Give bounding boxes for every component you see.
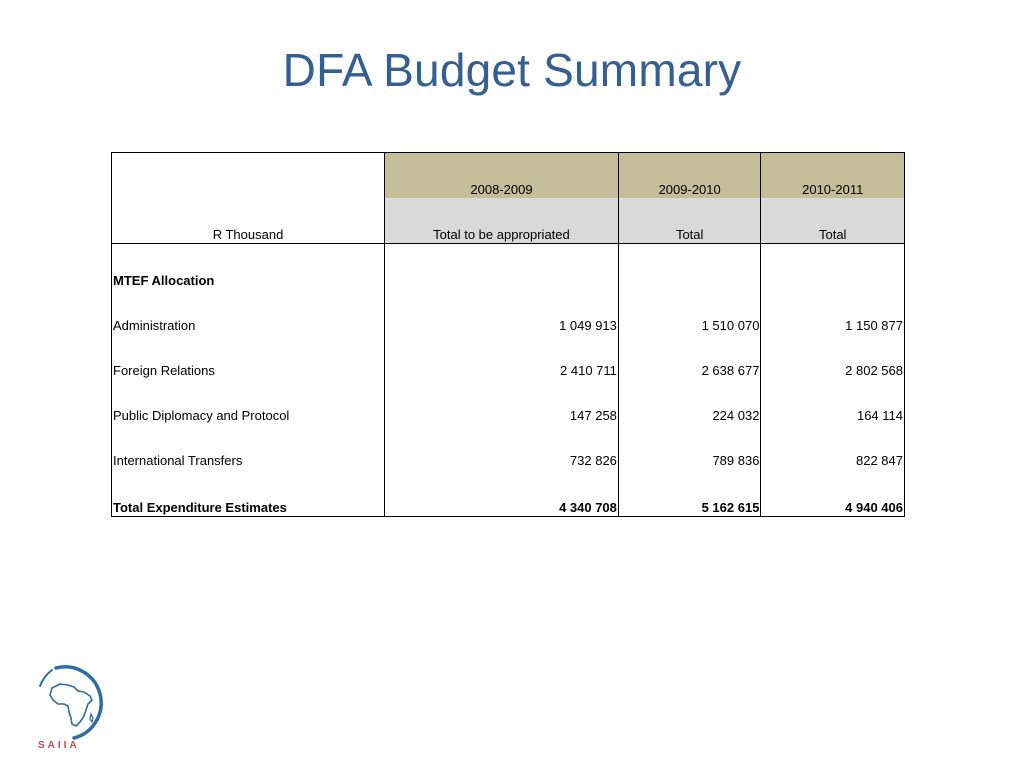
- section-row: [112, 244, 905, 290]
- table-row: [112, 289, 905, 334]
- year-header: 2008-2009: [385, 153, 619, 199]
- row-value: 2 410 711: [385, 334, 619, 379]
- page-title: DFA Budget Summary: [282, 44, 742, 96]
- year-header: 2009-2010: [618, 153, 761, 199]
- row-label: Foreign Relations: [112, 334, 385, 379]
- row-value: 732 826: [385, 424, 619, 469]
- year-header: 2010-2011: [761, 153, 905, 199]
- table-row: [112, 379, 905, 424]
- subheader: Total to be appropriated: [385, 198, 619, 244]
- row-value: 2 802 568: [761, 334, 905, 379]
- row-value: 164 114: [761, 379, 905, 424]
- row-value: 1 510 070: [618, 289, 761, 334]
- subheader: Total: [761, 198, 905, 244]
- budget-table: [111, 152, 905, 517]
- row-value: 147 258: [385, 379, 619, 424]
- row-label: Public Diplomacy and Protocol: [112, 379, 385, 424]
- empty-cell: [761, 244, 905, 290]
- logo-text: SAIIA: [38, 740, 80, 751]
- total-value: 4 340 708: [385, 469, 619, 517]
- total-value: 5 162 615: [618, 469, 761, 517]
- table-row: [112, 334, 905, 379]
- empty-cell: [385, 244, 619, 290]
- row-label: International Transfers: [112, 424, 385, 469]
- row-value: 1 049 913: [385, 289, 619, 334]
- subheader: Total: [618, 198, 761, 244]
- empty-cell: [618, 244, 761, 290]
- row-value: 1 150 877: [761, 289, 905, 334]
- year-header-row: [112, 153, 905, 199]
- section-label: MTEF Allocation: [112, 244, 385, 290]
- total-value: 4 940 406: [761, 469, 905, 517]
- row-value: 822 847: [761, 424, 905, 469]
- total-label: Total Expenditure Estimates: [112, 469, 385, 517]
- saiia-logo-icon: [34, 660, 114, 752]
- table-row: [112, 424, 905, 469]
- row-value: 789 836: [618, 424, 761, 469]
- total-row: [112, 469, 905, 517]
- row-value: 224 032: [618, 379, 761, 424]
- unit-label: R Thousand: [112, 153, 385, 244]
- row-label: Administration: [112, 289, 385, 334]
- row-value: 2 638 677: [618, 334, 761, 379]
